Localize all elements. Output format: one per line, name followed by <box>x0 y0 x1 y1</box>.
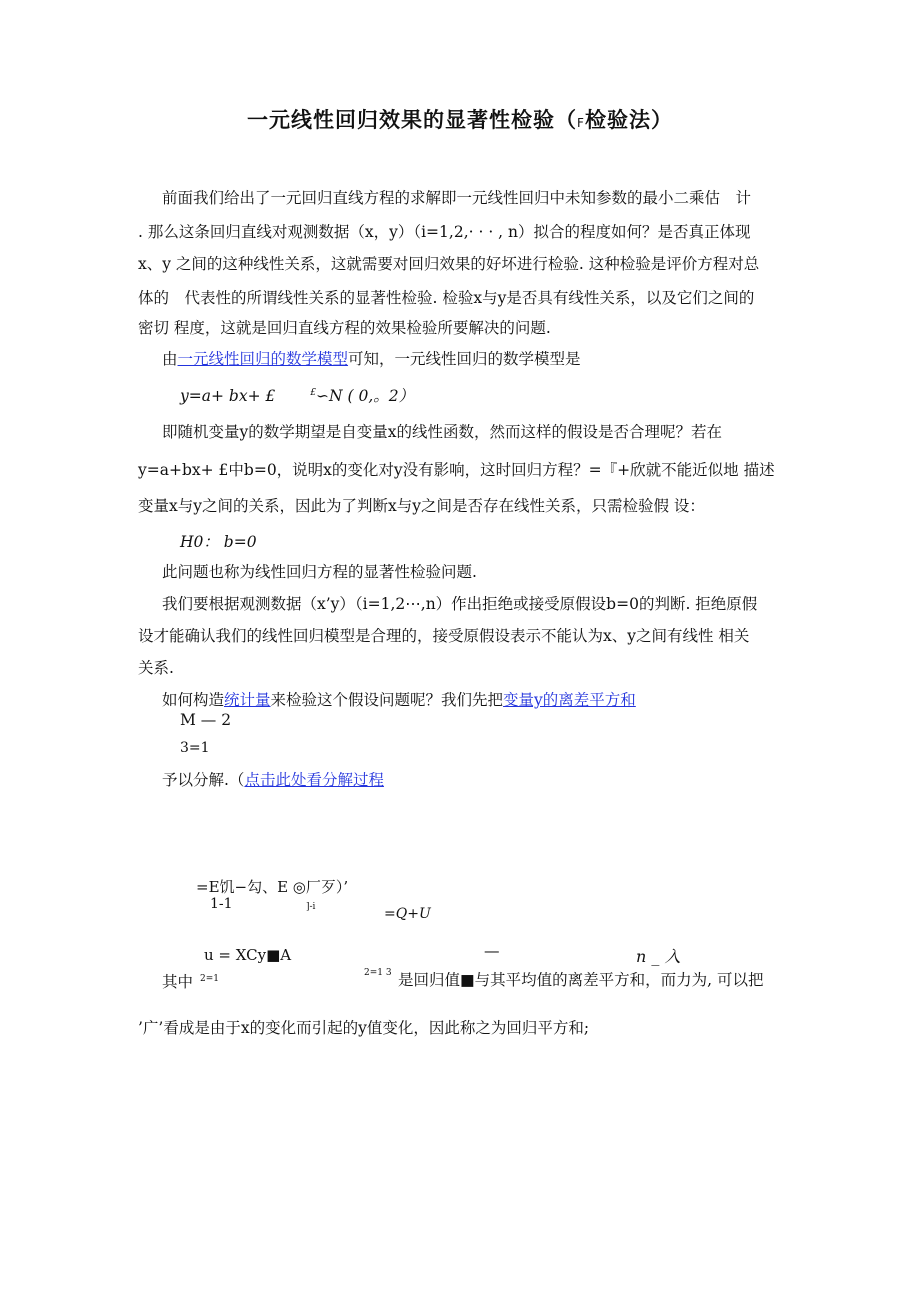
paragraph-line: ’广’看成是由于x的变化而引起的y值变化，因此称之为回归平方和; <box>138 1019 590 1037</box>
paragraph-line: 关系. <box>138 659 174 677</box>
page-title: 一元线性回归效果的显著性检验（F检验法） <box>247 108 673 132</box>
formula-fragment: n _ 入 <box>636 947 681 966</box>
paragraph-line: 我们要根据观测数据（x’y）（i=1,2⋯,n）作出拒绝或接受原假设b=0的判断. 拒绝原假 <box>162 595 758 613</box>
paragraph-line: 密切 程度，这就是回归直线方程的效果检验所要解决的问题. <box>138 319 551 337</box>
paragraph-line: 是回归值■与其平均值的离差平方和，而力为, 可以把 <box>398 971 764 989</box>
model-formula: y=a+ bx+ £ £∽N ( 0,。2） <box>180 387 415 405</box>
formula-fragment: 3=1 <box>180 740 210 756</box>
formula-fragment: 1-1 <box>210 896 233 912</box>
formula-fragment: 2=1 3 <box>364 968 392 978</box>
paragraph-line: 予以分解.（点击此处看分解过程 <box>162 771 384 789</box>
formula-fragment: =E饥−勾、E ◎厂歹）’ <box>196 878 349 896</box>
formula-fragment: — <box>484 942 500 960</box>
paragraph-line: 设才能确认我们的线性回归模型是合理的，接受原假设表示不能认为x、y之间有线性 相关 <box>138 627 750 645</box>
decomposition-link[interactable]: 点击此处看分解过程 <box>244 771 384 789</box>
paragraph-line: 即随机变量y的数学期望是自变量x的线性函数，然而这样的假设是否合理呢？若在 <box>162 423 723 441</box>
paragraph-line: y=a+bx+ £中b=0，说明x的变化对y没有影响，这时回归方程？=『+欣就不能近似地 描述 <box>138 461 775 479</box>
hypothesis: H0： b=0 <box>180 533 257 551</box>
formula-fragment: =Q+U <box>384 906 431 922</box>
formula-fragment: M — 2 <box>180 711 232 729</box>
formula-fragment: 2=1 <box>200 974 219 984</box>
statistic-link[interactable]: 统计量 <box>224 691 271 709</box>
paragraph-line: 体的 代表性的所谓线性关系的显著性检验. 检验x与y是否具有线性关系，以及它们之间的 <box>138 289 755 307</box>
paragraph-line: 如何构造统计量来检验这个假设问题呢？我们先把变量y的离差平方和 <box>162 691 636 709</box>
paragraph-line: 其中 <box>162 973 194 991</box>
paragraph-line: 由一元线性回归的数学模型可知，一元线性回归的数学模型是 <box>162 350 581 368</box>
paragraph-line: x、y 之间的这种线性关系，这就需要对回归效果的好坏进行检验. 这种检验是评价方程对总 <box>138 255 760 273</box>
variance-link[interactable]: 变量y的离差平方和 <box>503 691 636 709</box>
paragraph-line: 此问题也称为线性回归方程的显著性检验问题. <box>162 563 477 581</box>
paragraph-line: 变量x与y之间的关系，因此为了判断x与y之间是否存在线性关系，只需检验假 设： <box>138 497 705 515</box>
formula-fragment: u = XCy■A <box>204 946 292 964</box>
paragraph-line: . 那么这条回归直线对观测数据（x，y）（i=1,2,· · · , n）拟合的程度如何？是否真正体现 <box>138 223 751 241</box>
paragraph-line: 前面我们给出了一元回归直线方程的求解即一元线性回归中未知参数的最小二乘估 计 <box>162 189 752 207</box>
formula-fragment: ]-i <box>306 902 316 912</box>
model-link[interactable]: 一元线性回归的数学模型 <box>177 350 349 368</box>
